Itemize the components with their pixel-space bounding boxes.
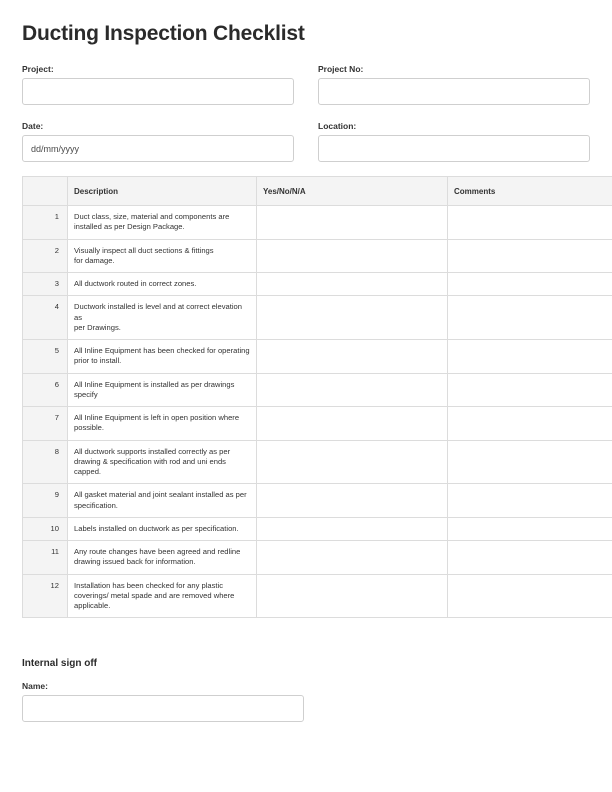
row-number: 12: [23, 574, 68, 618]
date-input[interactable]: [22, 135, 294, 162]
row-yesno-cell[interactable]: [257, 484, 448, 518]
page-title: Ducting Inspection Checklist: [22, 22, 305, 45]
row-description: Duct class, size, material and components are installed as per Design Package.: [68, 206, 257, 240]
row-yesno-cell[interactable]: [257, 340, 448, 374]
row-comments-cell[interactable]: [448, 373, 612, 407]
row-yesno-cell[interactable]: [257, 206, 448, 240]
row-comments-cell[interactable]: [448, 340, 612, 374]
row-number: 2: [23, 239, 68, 273]
row-yesno-cell[interactable]: [257, 239, 448, 273]
signoff-name-field-group: [22, 681, 304, 722]
row-yesno-cell[interactable]: [257, 407, 448, 441]
row-number: 8: [23, 440, 68, 484]
row-comments-cell[interactable]: [448, 574, 612, 618]
row-yesno-cell[interactable]: [257, 574, 448, 618]
project-no-field-group: [318, 64, 590, 105]
row-description: Any route changes have been agreed and redline drawing issued back for information.: [68, 541, 257, 575]
row-comments-cell[interactable]: [448, 273, 612, 296]
row-number: 6: [23, 373, 68, 407]
location-label: Location:: [318, 121, 357, 131]
row-number: 3: [23, 273, 68, 296]
project-input[interactable]: [22, 78, 294, 105]
signoff-name-label: Name:: [22, 681, 48, 692]
table-row: [23, 206, 612, 240]
table-header: [23, 177, 612, 206]
row-number: 10: [23, 517, 68, 540]
project-no-label: Project No:: [318, 64, 364, 74]
column-header-comments: Comments: [448, 177, 612, 206]
row-yesno-cell[interactable]: [257, 373, 448, 407]
row-description: Ductwork installed is level and at correct elevation as per Drawings.: [68, 296, 257, 340]
table-row: [23, 340, 612, 374]
row-description: All ductwork routed in correct zones.: [68, 273, 257, 296]
project-field-group: [22, 64, 294, 105]
table-row: [23, 407, 612, 441]
row-description: All Inline Equipment is installed as per drawings specify: [68, 373, 257, 407]
row-number: 11: [23, 541, 68, 575]
table-row: [23, 541, 612, 575]
location-field-group: [318, 121, 590, 162]
row-number: 5: [23, 340, 68, 374]
row-comments-cell[interactable]: [448, 206, 612, 240]
row-comments-cell[interactable]: [448, 517, 612, 540]
table-row: [23, 296, 612, 340]
internal-signoff-section: [22, 658, 590, 722]
date-field-group: [22, 121, 294, 162]
project-label: Project:: [22, 64, 54, 74]
signoff-name-input[interactable]: [22, 695, 304, 722]
table-row: [23, 373, 612, 407]
location-input[interactable]: [318, 135, 590, 162]
row-comments-cell[interactable]: [448, 407, 612, 441]
column-header-yesno: Yes/No/N/A: [257, 177, 448, 206]
row-yesno-cell[interactable]: [257, 517, 448, 540]
column-header-number: [23, 177, 68, 206]
row-comments-cell[interactable]: [448, 484, 612, 518]
row-comments-cell[interactable]: [448, 541, 612, 575]
table-row: [23, 239, 612, 273]
checklist-table: [22, 176, 612, 618]
row-yesno-cell[interactable]: [257, 273, 448, 296]
row-number: 7: [23, 407, 68, 441]
row-description: Visually inspect all duct sections & fittings for damage.: [68, 239, 257, 273]
row-comments-cell[interactable]: [448, 296, 612, 340]
row-description: Installation has been checked for any plastic coverings/ metal spade and are removed where applicable.: [68, 574, 257, 618]
table-header-row: [23, 177, 612, 206]
table-row: [23, 273, 612, 296]
row-yesno-cell[interactable]: [257, 440, 448, 484]
project-no-input[interactable]: [318, 78, 590, 105]
row-number: 1: [23, 206, 68, 240]
table-row: [23, 484, 612, 518]
row-description: All Inline Equipment has been checked for operating prior to install.: [68, 340, 257, 374]
row-description: All gasket material and joint sealant installed as per specification.: [68, 484, 257, 518]
row-comments-cell[interactable]: [448, 239, 612, 273]
row-description: All ductwork supports installed correctly as per drawing & specification with rod and uni ends capped.: [68, 440, 257, 484]
table-row: [23, 440, 612, 484]
row-description: Labels installed on ductwork as per specification.: [68, 517, 257, 540]
signoff-title: Internal sign off: [22, 658, 97, 670]
row-comments-cell[interactable]: [448, 440, 612, 484]
date-label: Date:: [22, 121, 44, 131]
header-fields-row-1: [22, 64, 590, 105]
header-fields-row-2: [22, 121, 590, 162]
row-number: 9: [23, 484, 68, 518]
row-description: All Inline Equipment is left in open position where possible.: [68, 407, 257, 441]
table-row: [23, 517, 612, 540]
row-yesno-cell[interactable]: [257, 541, 448, 575]
table-body: [23, 206, 612, 618]
row-number: 4: [23, 296, 68, 340]
row-yesno-cell[interactable]: [257, 296, 448, 340]
table-row: [23, 574, 612, 618]
column-header-description: Description: [68, 177, 257, 206]
